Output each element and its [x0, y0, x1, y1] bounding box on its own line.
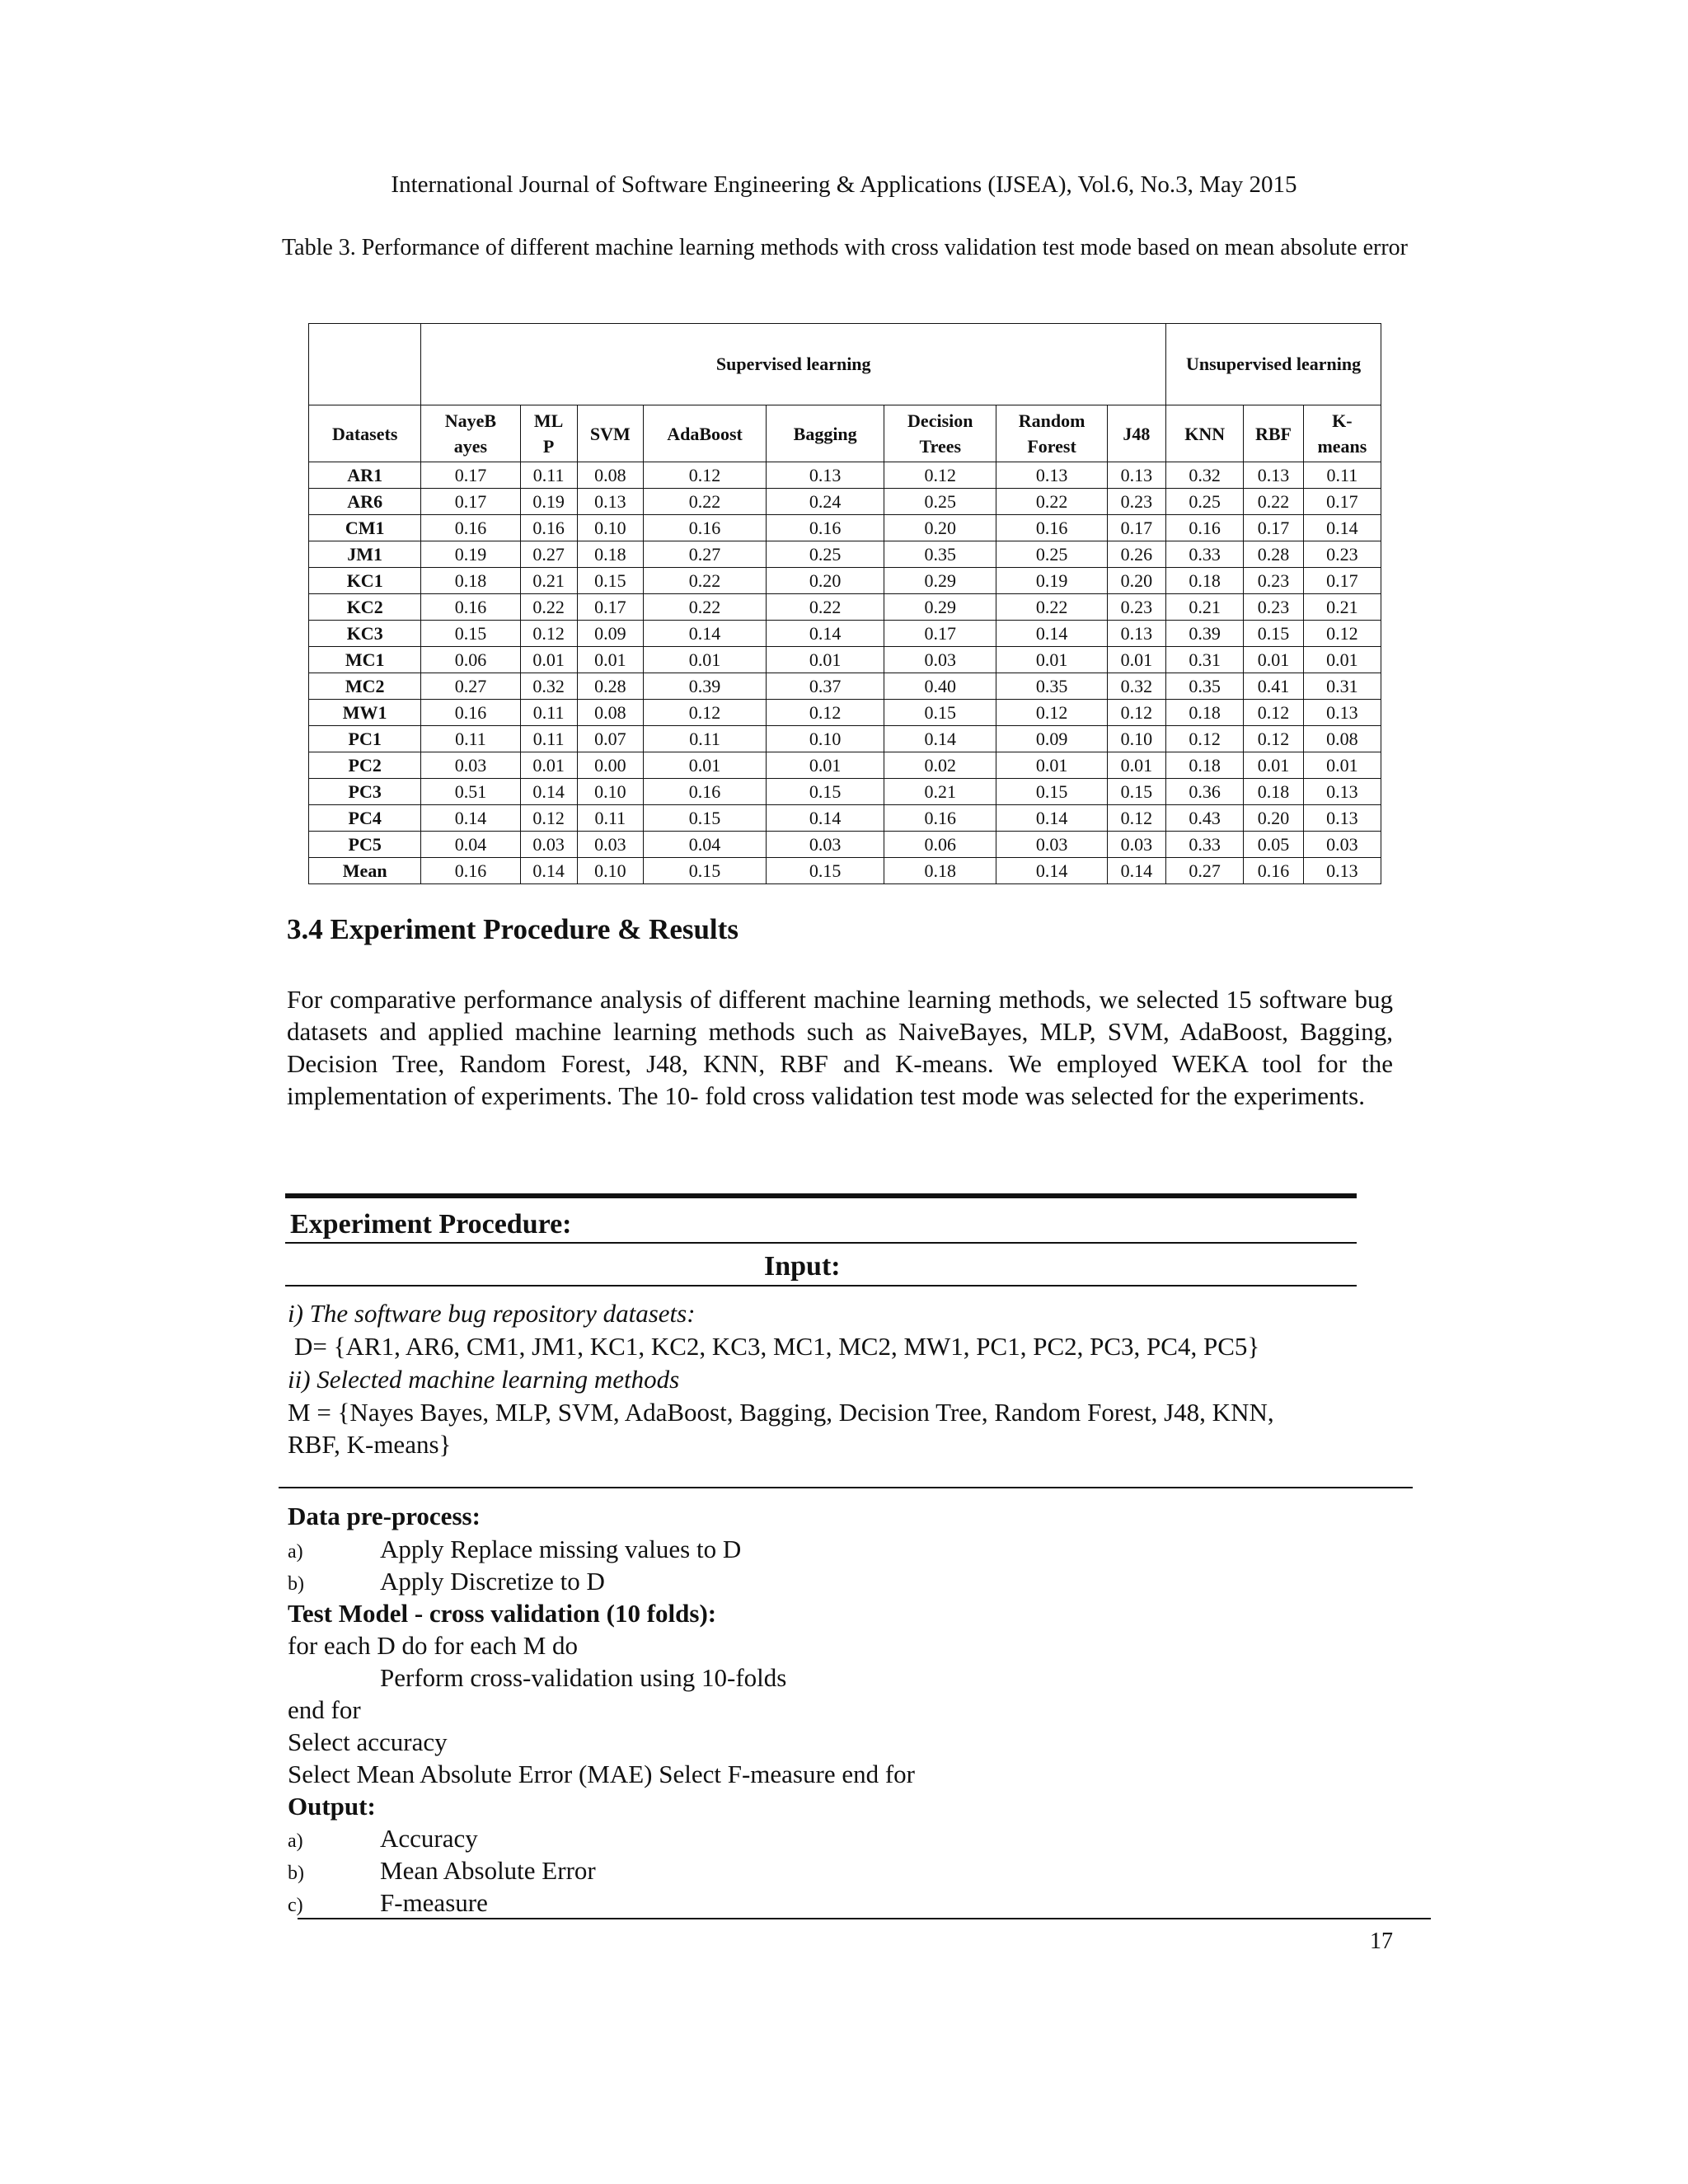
value-cell: 0.16: [643, 779, 766, 805]
output-item-a: [288, 1822, 478, 1858]
col-header: [520, 405, 577, 462]
value-cell: 0.32: [520, 673, 577, 700]
table-row: [309, 700, 1381, 726]
col-header: [996, 405, 1107, 462]
value-cell: 0.20: [1244, 805, 1304, 832]
value-cell: 0.10: [577, 858, 643, 884]
value-cell: 0.21: [884, 779, 996, 805]
journal-header: International Journal of Software Engineering & Applications (IJSEA), Vol.6, No.3, May 2015: [391, 171, 1297, 198]
value-cell: 0.20: [1107, 568, 1165, 594]
end-for: end for: [288, 1695, 361, 1724]
value-cell: 0.25: [1166, 489, 1244, 515]
table-row: [309, 594, 1381, 621]
value-cell: 0.16: [520, 515, 577, 541]
value-cell: 0.27: [643, 541, 766, 568]
value-cell: 0.22: [643, 489, 766, 515]
value-cell: 0.14: [520, 779, 577, 805]
value-cell: 0.14: [421, 805, 520, 832]
col-header: [1166, 405, 1244, 462]
value-cell: 0.21: [1303, 594, 1381, 621]
step-text: Mean Absolute Error: [380, 1856, 596, 1885]
value-cell: 0.06: [884, 832, 996, 858]
select-accuracy: Select accuracy: [288, 1727, 448, 1756]
value-cell: 0.12: [1107, 700, 1165, 726]
dataset-name-cell: PC1: [309, 726, 421, 752]
value-cell: 0.03: [996, 832, 1107, 858]
value-cell: 0.35: [884, 541, 996, 568]
col-header-text: Trees: [919, 436, 962, 457]
col-header-text: K-: [1332, 410, 1353, 431]
value-cell: 0.11: [643, 726, 766, 752]
step-text: Apply Replace missing values to D: [380, 1535, 742, 1563]
value-cell: 0.17: [884, 621, 996, 647]
value-cell: 0.35: [996, 673, 1107, 700]
value-cell: 0.13: [1303, 779, 1381, 805]
value-cell: 0.16: [421, 594, 520, 621]
value-cell: 0.43: [1166, 805, 1244, 832]
value-cell: 0.05: [1244, 832, 1304, 858]
value-cell: 0.23: [1107, 594, 1165, 621]
value-cell: 0.22: [643, 594, 766, 621]
col-header-text: KNN: [1184, 423, 1226, 444]
value-cell: 0.12: [1244, 700, 1304, 726]
procedure-title: Experiment Procedure:: [290, 1209, 572, 1240]
dataset-name-cell: AR6: [309, 489, 421, 515]
value-cell: 0.15: [577, 568, 643, 594]
value-cell: 0.14: [520, 858, 577, 884]
value-cell: 0.33: [1166, 832, 1244, 858]
col-header-text: J48: [1123, 423, 1151, 444]
value-cell: 0.22: [996, 594, 1107, 621]
value-cell: 0.35: [1166, 673, 1244, 700]
value-cell: 0.22: [520, 594, 577, 621]
dataset-name-cell: PC5: [309, 832, 421, 858]
value-cell: 0.23: [1107, 489, 1165, 515]
value-cell: 0.14: [996, 805, 1107, 832]
value-cell: 0.08: [1303, 726, 1381, 752]
loop-body: Perform cross-validation using 10-folds: [380, 1663, 787, 1692]
value-cell: 0.17: [1303, 489, 1381, 515]
value-cell: 0.20: [884, 515, 996, 541]
value-cell: 0.19: [520, 489, 577, 515]
value-cell: 0.22: [996, 489, 1107, 515]
methods-label: ii) Selected machine learning methods: [288, 1365, 680, 1394]
value-cell: 0.04: [643, 832, 766, 858]
col-header: [767, 405, 884, 462]
dataset-name-cell: KC2: [309, 594, 421, 621]
col-header-text: Forest: [1027, 436, 1076, 457]
value-cell: 0.09: [577, 621, 643, 647]
value-cell: 0.39: [1166, 621, 1244, 647]
value-cell: 0.11: [520, 726, 577, 752]
table-caption: Table 3. Performance of different machine learning methods with cross validation test mode based on mean absolute error: [282, 235, 1408, 260]
value-cell: 0.00: [577, 752, 643, 779]
methods-set-line2: RBF, K-means}: [288, 1430, 452, 1459]
value-cell: 0.21: [520, 568, 577, 594]
value-cell: 0.17: [577, 594, 643, 621]
value-cell: 0.18: [884, 858, 996, 884]
input-bottom-rule: [279, 1487, 1413, 1488]
value-cell: 0.02: [884, 752, 996, 779]
value-cell: 0.03: [577, 832, 643, 858]
value-cell: 0.33: [1166, 541, 1244, 568]
value-cell: 0.13: [1244, 462, 1304, 489]
page-number: 17: [1370, 1929, 1393, 1954]
value-cell: 0.17: [1107, 515, 1165, 541]
table-row: [309, 805, 1381, 832]
preprocess-step-b: [288, 1565, 605, 1601]
value-cell: 0.14: [1107, 858, 1165, 884]
value-cell: 0.16: [1166, 515, 1244, 541]
output-item-c: [288, 1886, 488, 1922]
step-marker: a): [288, 1830, 303, 1852]
value-cell: 0.13: [996, 462, 1107, 489]
value-cell: 0.15: [1244, 621, 1304, 647]
col-header-text: NayeB: [444, 410, 497, 431]
table-row: [309, 779, 1381, 805]
table-corner-cell: [309, 324, 421, 405]
value-cell: 0.13: [1107, 462, 1165, 489]
value-cell: 0.27: [421, 673, 520, 700]
value-cell: 0.06: [421, 647, 520, 673]
value-cell: 0.10: [767, 726, 884, 752]
step-marker: a): [288, 1541, 303, 1563]
col-header-datasets: Datasets: [309, 405, 421, 462]
value-cell: 0.14: [996, 858, 1107, 884]
value-cell: 0.03: [1303, 832, 1381, 858]
value-cell: 0.17: [421, 462, 520, 489]
value-cell: 0.41: [1244, 673, 1304, 700]
group-header-supervised: Supervised learning: [421, 324, 1166, 405]
value-cell: 0.18: [421, 568, 520, 594]
value-cell: 0.20: [767, 568, 884, 594]
value-cell: 0.01: [767, 647, 884, 673]
value-cell: 0.15: [421, 621, 520, 647]
value-cell: 0.19: [421, 541, 520, 568]
col-header: [577, 405, 643, 462]
value-cell: 0.03: [767, 832, 884, 858]
results-table: [308, 323, 1381, 884]
value-cell: 0.11: [520, 700, 577, 726]
col-header-text: Random: [1018, 410, 1085, 431]
value-cell: 0.08: [577, 700, 643, 726]
methods-set-line1: M = {Nayes Bayes, MLP, SVM, AdaBoost, Bagging, Decision Tree, Random Forest, J48, KNN,: [288, 1398, 1274, 1427]
value-cell: 0.17: [1303, 568, 1381, 594]
col-header-text: Decision: [907, 410, 973, 431]
value-cell: 0.23: [1244, 568, 1304, 594]
dataset-name-cell: PC3: [309, 779, 421, 805]
col-header: [421, 405, 520, 462]
value-cell: 0.13: [1303, 858, 1381, 884]
preprocess-title: Data pre-process:: [288, 1502, 481, 1530]
dataset-name-cell: PC4: [309, 805, 421, 832]
value-cell: 0.14: [643, 621, 766, 647]
value-cell: 0.16: [884, 805, 996, 832]
output-title: Output:: [288, 1792, 376, 1821]
value-cell: 0.10: [577, 515, 643, 541]
value-cell: 0.18: [577, 541, 643, 568]
value-cell: 0.22: [767, 594, 884, 621]
value-cell: 0.32: [1166, 462, 1244, 489]
value-cell: 0.08: [577, 462, 643, 489]
value-cell: 0.16: [1244, 858, 1304, 884]
value-cell: 0.03: [1107, 832, 1165, 858]
value-cell: 0.11: [520, 462, 577, 489]
value-cell: 0.17: [421, 489, 520, 515]
value-cell: 0.01: [1107, 752, 1165, 779]
table-row: [309, 673, 1381, 700]
dataset-name-cell: KC3: [309, 621, 421, 647]
value-cell: 0.09: [996, 726, 1107, 752]
col-header: [1244, 405, 1304, 462]
value-cell: 0.25: [767, 541, 884, 568]
step-text: Apply Discretize to D: [380, 1567, 605, 1596]
table-row: [309, 621, 1381, 647]
step-marker: b): [288, 1863, 304, 1884]
col-header: [643, 405, 766, 462]
value-cell: 0.24: [767, 489, 884, 515]
loop-line: for each D do for each M do: [288, 1631, 579, 1660]
col-header: [884, 405, 996, 462]
value-cell: 0.01: [1244, 752, 1304, 779]
value-cell: 0.01: [577, 647, 643, 673]
output-item-b: [288, 1854, 596, 1890]
value-cell: 0.03: [520, 832, 577, 858]
dataset-name-cell: MW1: [309, 700, 421, 726]
datasets-set: D= {AR1, AR6, CM1, JM1, KC1, KC2, KC3, MC1, MC2, MW1, PC1, PC2, PC3, PC4, PC5}: [294, 1332, 1260, 1361]
value-cell: 0.23: [1303, 541, 1381, 568]
value-cell: 0.15: [643, 805, 766, 832]
col-header-text: ML: [533, 410, 564, 431]
value-cell: 0.36: [1166, 779, 1244, 805]
value-cell: 0.39: [643, 673, 766, 700]
table-row: [309, 568, 1381, 594]
value-cell: 0.13: [1107, 621, 1165, 647]
value-cell: 0.13: [1303, 805, 1381, 832]
value-cell: 0.10: [577, 779, 643, 805]
table-row: [309, 462, 1381, 489]
value-cell: 0.01: [996, 752, 1107, 779]
value-cell: 0.01: [1107, 647, 1165, 673]
value-cell: 0.16: [767, 515, 884, 541]
value-cell: 0.12: [643, 462, 766, 489]
table-row: [309, 647, 1381, 673]
procedure-bottom-rule: [298, 1918, 1431, 1919]
value-cell: 0.14: [996, 621, 1107, 647]
value-cell: 0.13: [1303, 700, 1381, 726]
col-header-text: AdaBoost: [667, 423, 743, 444]
value-cell: 0.01: [1303, 752, 1381, 779]
table-row: [309, 489, 1381, 515]
col-header-text: means: [1317, 436, 1367, 457]
procedure-title-rule: [285, 1242, 1357, 1244]
value-cell: 0.15: [767, 858, 884, 884]
select-mae: Select Mean Absolute Error (MAE) Select F-measure end for: [288, 1760, 915, 1788]
dataset-name-cell: Mean: [309, 858, 421, 884]
value-cell: 0.07: [577, 726, 643, 752]
dataset-name-cell: CM1: [309, 515, 421, 541]
preprocess-step-a: [288, 1533, 741, 1568]
value-cell: 0.15: [643, 858, 766, 884]
table-row: [309, 832, 1381, 858]
value-cell: 0.12: [520, 621, 577, 647]
value-cell: 0.14: [884, 726, 996, 752]
value-cell: 0.12: [1244, 726, 1304, 752]
value-cell: 0.11: [1303, 462, 1381, 489]
procedure-top-rule: [285, 1193, 1357, 1198]
value-cell: 0.01: [1244, 647, 1304, 673]
value-cell: 0.22: [643, 568, 766, 594]
table-row: [309, 752, 1381, 779]
test-model-title: Test Model - cross validation (10 folds):: [288, 1599, 717, 1628]
value-cell: 0.03: [421, 752, 520, 779]
value-cell: 0.18: [1166, 752, 1244, 779]
dataset-name-cell: MC2: [309, 673, 421, 700]
value-cell: 0.13: [767, 462, 884, 489]
value-cell: 0.01: [643, 752, 766, 779]
value-cell: 0.01: [520, 752, 577, 779]
value-cell: 0.12: [520, 805, 577, 832]
col-header-text: ayes: [453, 436, 488, 457]
table-row: [309, 541, 1381, 568]
value-cell: 0.14: [1303, 515, 1381, 541]
col-header: [1107, 405, 1165, 462]
value-cell: 0.31: [1166, 647, 1244, 673]
dataset-name-cell: AR1: [309, 462, 421, 489]
value-cell: 0.16: [421, 700, 520, 726]
step-marker: c): [288, 1895, 303, 1916]
value-cell: 0.13: [577, 489, 643, 515]
dataset-name-cell: MC1: [309, 647, 421, 673]
value-cell: 0.19: [996, 568, 1107, 594]
value-cell: 0.18: [1166, 700, 1244, 726]
value-cell: 0.27: [520, 541, 577, 568]
dataset-name-cell: JM1: [309, 541, 421, 568]
value-cell: 0.31: [1303, 673, 1381, 700]
value-cell: 0.12: [1107, 805, 1165, 832]
value-cell: 0.12: [643, 700, 766, 726]
value-cell: 0.28: [577, 673, 643, 700]
value-cell: 0.14: [767, 621, 884, 647]
value-cell: 0.26: [1107, 541, 1165, 568]
table-row: [309, 858, 1381, 884]
step-text: F-measure: [380, 1888, 488, 1917]
table-row: [309, 515, 1381, 541]
value-cell: 0.01: [996, 647, 1107, 673]
value-cell: 0.11: [421, 726, 520, 752]
step-text: Accuracy: [380, 1824, 478, 1853]
step-marker: b): [288, 1573, 304, 1595]
value-cell: 0.01: [767, 752, 884, 779]
section-heading: 3.4 Experiment Procedure & Results: [287, 913, 738, 945]
value-cell: 0.12: [884, 462, 996, 489]
dataset-name-cell: PC2: [309, 752, 421, 779]
value-cell: 0.03: [884, 647, 996, 673]
value-cell: 0.01: [1303, 647, 1381, 673]
value-cell: 0.01: [643, 647, 766, 673]
body-paragraph: For comparative performance analysis of different machine learning methods, we selected 15 software bug datasets and applied machine learning methods such as NaiveBayes, MLP, SVM, AdaBoost, Bagging, Decision Tree, Random Forest, J48, KNN, RBF and K-means. We employed WEKA tool for the implementation of experiments. The 10- fold cross validation test mode was selected for the experiments.: [287, 985, 1393, 1110]
datasets-label: i) The software bug repository datasets:: [288, 1299, 696, 1328]
value-cell: 0.04: [421, 832, 520, 858]
value-cell: 0.32: [1107, 673, 1165, 700]
value-cell: 0.37: [767, 673, 884, 700]
value-cell: 0.23: [1244, 594, 1304, 621]
value-cell: 0.25: [996, 541, 1107, 568]
value-cell: 0.29: [884, 594, 996, 621]
value-cell: 0.15: [1107, 779, 1165, 805]
value-cell: 0.12: [767, 700, 884, 726]
value-cell: 0.16: [996, 515, 1107, 541]
value-cell: 0.29: [884, 568, 996, 594]
value-cell: 0.51: [421, 779, 520, 805]
value-cell: 0.18: [1244, 779, 1304, 805]
value-cell: 0.16: [421, 515, 520, 541]
value-cell: 0.15: [767, 779, 884, 805]
value-cell: 0.12: [1166, 726, 1244, 752]
input-title: Input:: [764, 1251, 841, 1282]
col-header: [1303, 405, 1381, 462]
value-cell: 0.27: [1166, 858, 1244, 884]
value-cell: 0.12: [1303, 621, 1381, 647]
value-cell: 0.10: [1107, 726, 1165, 752]
value-cell: 0.15: [996, 779, 1107, 805]
value-cell: 0.16: [643, 515, 766, 541]
value-cell: 0.25: [884, 489, 996, 515]
group-header-unsupervised: Unsupervised learning: [1166, 324, 1381, 405]
dataset-name-cell: KC1: [309, 568, 421, 594]
value-cell: 0.17: [1244, 515, 1304, 541]
value-cell: 0.14: [767, 805, 884, 832]
value-cell: 0.16: [421, 858, 520, 884]
value-cell: 0.18: [1166, 568, 1244, 594]
input-title-rule: [285, 1285, 1357, 1286]
col-header-text: SVM: [589, 423, 631, 444]
value-cell: 0.28: [1244, 541, 1304, 568]
value-cell: 0.15: [884, 700, 996, 726]
value-cell: 0.21: [1166, 594, 1244, 621]
table-row: [309, 726, 1381, 752]
value-cell: 0.11: [577, 805, 643, 832]
value-cell: 0.12: [996, 700, 1107, 726]
col-header-text: Bagging: [793, 423, 857, 444]
value-cell: 0.22: [1244, 489, 1304, 515]
value-cell: 0.40: [884, 673, 996, 700]
col-header-text: P: [542, 436, 555, 457]
col-header-text: RBF: [1255, 423, 1292, 444]
value-cell: 0.01: [520, 647, 577, 673]
